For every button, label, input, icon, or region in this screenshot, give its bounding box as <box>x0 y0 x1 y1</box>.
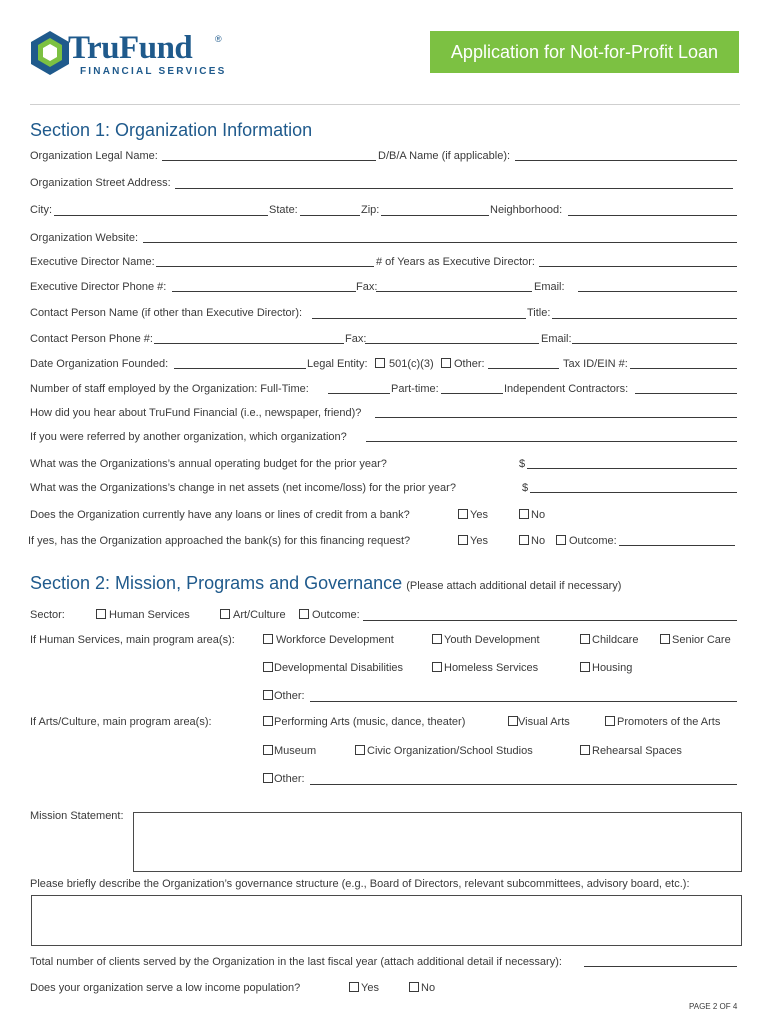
approached-no-label: No <box>531 535 546 547</box>
budget-dollar: $ <box>519 458 526 470</box>
staff-fulltime-field[interactable] <box>328 393 390 394</box>
years-ed-label: # of Years as Executive Director: <box>376 256 535 268</box>
legal-name-field[interactable] <box>162 160 376 161</box>
approached-no-checkbox[interactable] <box>519 535 529 545</box>
dev-disabilities-checkbox[interactable] <box>263 662 273 672</box>
loans-yes-label: Yes <box>470 509 488 521</box>
senior-care-label: Senior Care <box>672 634 731 646</box>
youth-label: Youth Development <box>444 634 540 646</box>
contact-phone-field[interactable] <box>154 343 344 344</box>
rehearsal-label: Rehearsal Spaces <box>592 745 682 757</box>
ed-email-field[interactable] <box>578 291 737 292</box>
sector-art-culture-label: Art/Culture <box>233 609 286 621</box>
sector-human-services-checkbox[interactable] <box>96 609 106 619</box>
logo-registered-mark: ® <box>215 34 222 44</box>
date-founded-field[interactable] <box>174 368 306 369</box>
sector-human-services-label: Human Services <box>109 609 190 621</box>
contractors-label: Independent Contractors: <box>504 383 629 395</box>
dev-disabilities-label: Developmental Disabilities <box>274 662 404 674</box>
loans-label: Does the Organization currently have any loans or lines of credit from a bank? <box>30 509 410 521</box>
ed-fax-label: Fax: <box>356 281 378 293</box>
housing-label: Housing <box>592 662 633 674</box>
homeless-label: Homeless Services <box>444 662 539 674</box>
page-number: PAGE 2 OF 4 <box>689 1002 738 1011</box>
contact-name-label: Contact Person Name (if other than Executive Director): <box>30 307 303 319</box>
form-title-banner: Application for Not-for-Profit Loan <box>430 31 739 73</box>
section-2-heading: Section 2: Mission, Programs and Governance <box>30 573 403 593</box>
sector-art-culture-checkbox[interactable] <box>220 609 230 619</box>
governance-textarea[interactable] <box>31 895 742 946</box>
city-label: City: <box>30 204 52 216</box>
net-assets-field[interactable] <box>530 492 737 493</box>
legal-entity-label: Legal Entity: <box>307 358 368 370</box>
staff-parttime-label: Part-time: <box>391 383 439 395</box>
youth-checkbox[interactable] <box>432 634 442 644</box>
neighborhood-label: Neighborhood: <box>490 204 563 216</box>
hs-other-checkbox[interactable] <box>263 690 273 700</box>
dba-label: D/B/A Name (if applicable): <box>378 150 511 162</box>
legal-name-label: Organization Legal Name: <box>30 150 158 162</box>
sector-outcome-field[interactable] <box>363 620 737 621</box>
contact-title-label: Title: <box>527 307 551 319</box>
rehearsal-checkbox[interactable] <box>580 745 590 755</box>
contact-fax-field[interactable] <box>365 343 539 344</box>
option-501c3-label: 501(c)(3) <box>389 358 434 370</box>
website-label: Organization Website: <box>30 232 139 244</box>
visual-arts-checkbox[interactable] <box>508 716 518 726</box>
housing-checkbox[interactable] <box>580 662 590 672</box>
promoters-checkbox[interactable] <box>605 716 615 726</box>
tax-id-field[interactable] <box>630 368 737 369</box>
staff-parttime-field[interactable] <box>441 393 503 394</box>
ed-phone-field[interactable] <box>172 291 356 292</box>
checkbox-501c3[interactable] <box>375 358 385 368</box>
workforce-label: Workforce Development <box>276 634 394 646</box>
contractors-field[interactable] <box>635 393 737 394</box>
low-income-yes-label: Yes <box>361 982 379 994</box>
ed-phone-label: Executive Director Phone #: <box>30 281 167 293</box>
hs-other-field[interactable] <box>310 701 737 702</box>
museum-checkbox[interactable] <box>263 745 273 755</box>
state-label: State: <box>269 204 298 216</box>
city-field[interactable] <box>54 215 268 216</box>
loans-yes-checkbox[interactable] <box>458 509 468 519</box>
zip-label: Zip: <box>361 204 380 216</box>
clients-label: Total number of clients served by the Organization in the last fiscal year (attach additional detail if necessary): <box>30 956 562 968</box>
visual-arts-label: Visual Arts <box>518 716 570 728</box>
net-assets-label: What was the Organizations’s change in net assets (net income/loss) for the prior year? <box>30 482 456 494</box>
dba-field[interactable] <box>515 160 737 161</box>
neighborhood-field[interactable] <box>568 215 737 216</box>
section-2-note: (Please attach additional detail if necessary) <box>406 580 622 592</box>
contact-name-field[interactable] <box>312 318 526 319</box>
hs-other-label: Other: <box>274 690 305 702</box>
sector-outcome-label: Outcome: <box>312 609 360 621</box>
arts-areas-label: If Arts/Culture, main program area(s): <box>30 716 212 728</box>
budget-field[interactable] <box>527 468 737 469</box>
approached-outcome-label: Outcome: <box>569 535 617 547</box>
ed-name-label: Executive Director Name: <box>30 256 155 268</box>
low-income-no-label: No <box>421 982 436 994</box>
civic-label: Civic Organization/School Studios <box>367 745 533 757</box>
ed-name-field[interactable] <box>156 266 374 267</box>
arts-other-field[interactable] <box>310 784 737 785</box>
mission-label: Mission Statement: <box>30 810 124 822</box>
state-field[interactable] <box>300 215 360 216</box>
approached-outcome-field[interactable] <box>619 545 735 546</box>
contact-email-label: Email: <box>541 333 572 345</box>
budget-label: What was the Organizations’s annual operating budget for the prior year? <box>30 458 387 470</box>
childcare-checkbox[interactable] <box>580 634 590 644</box>
arts-other-checkbox[interactable] <box>263 773 273 783</box>
contact-email-field[interactable] <box>572 343 737 344</box>
option-entity-other-label: Other: <box>454 358 485 370</box>
museum-label: Museum <box>274 745 317 757</box>
senior-care-checkbox[interactable] <box>660 634 670 644</box>
referred-label: If you were referred by another organization, which organization? <box>30 431 347 443</box>
street-label: Organization Street Address: <box>30 177 171 189</box>
years-ed-field[interactable] <box>539 266 737 267</box>
low-income-no-checkbox[interactable] <box>409 982 419 992</box>
governance-label: Please briefly describe the Organization’s governance structure (e.g., Board of Directors, relevant subcommittees, advisory board, etc.): <box>30 878 690 890</box>
sector-label: Sector: <box>30 609 65 621</box>
referred-field[interactable] <box>366 441 737 442</box>
staff-fulltime-label: Number of staff employed by the Organization: Full-Time: <box>30 383 309 395</box>
hs-areas-label: If Human Services, main program area(s): <box>30 634 235 646</box>
childcare-label: Childcare <box>592 634 639 646</box>
approached-yes-checkbox[interactable] <box>458 535 468 545</box>
tax-id-label: Tax ID/EIN #: <box>563 358 628 370</box>
approached-yes-label: Yes <box>470 535 488 547</box>
entity-other-field[interactable] <box>488 368 559 369</box>
performing-arts-checkbox[interactable] <box>263 716 273 726</box>
sector-outcome-checkbox[interactable] <box>299 609 309 619</box>
loans-no-label: No <box>531 509 546 521</box>
net-assets-dollar: $ <box>522 482 529 494</box>
section-2-title <box>30 572 621 597</box>
contact-phone-label: Contact Person Phone #: <box>30 333 153 345</box>
zip-field[interactable] <box>381 215 489 216</box>
arts-other-label: Other: <box>274 773 305 785</box>
checkbox-entity-other[interactable] <box>441 358 451 368</box>
loans-no-checkbox[interactable] <box>519 509 529 519</box>
approached-label: If yes, has the Organization approached the bank(s) for this financing request? <box>28 535 411 547</box>
ed-email-label: Email: <box>534 281 565 293</box>
contact-title-field[interactable] <box>552 318 737 319</box>
street-field[interactable] <box>175 188 733 189</box>
low-income-yes-checkbox[interactable] <box>349 982 359 992</box>
trufund-logo-icon <box>30 30 70 76</box>
mission-textarea[interactable] <box>133 812 742 872</box>
ed-fax-field[interactable] <box>376 291 532 292</box>
header-divider <box>30 104 740 105</box>
logo-wordmark: TruFund <box>68 30 193 66</box>
logo-subtitle: FINANCIAL SERVICES <box>80 66 227 77</box>
contact-fax-label: Fax: <box>345 333 367 345</box>
promoters-label: Promoters of the Arts <box>617 716 721 728</box>
low-income-label: Does your organization serve a low income population? <box>30 982 301 994</box>
homeless-checkbox[interactable] <box>432 662 442 672</box>
website-field[interactable] <box>143 242 737 243</box>
approached-outcome-checkbox[interactable] <box>556 535 566 545</box>
section-1-title: Section 1: Organization Information <box>30 120 313 140</box>
hear-field[interactable] <box>375 417 737 418</box>
clients-field[interactable] <box>584 966 737 967</box>
civic-checkbox[interactable] <box>355 745 365 755</box>
workforce-checkbox[interactable] <box>263 634 273 644</box>
hear-label: How did you hear about TruFund Financial (i.e., newspaper, friend)? <box>30 407 362 419</box>
date-founded-label: Date Organization Founded: <box>30 358 169 370</box>
performing-arts-label: Performing Arts (music, dance, theater) <box>274 716 466 728</box>
